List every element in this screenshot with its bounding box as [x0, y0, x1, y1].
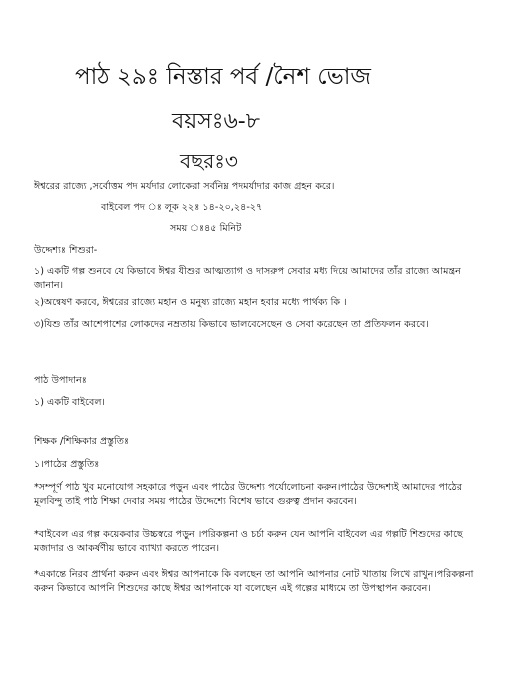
year-level: বছরঃ৩: [180, 149, 238, 173]
lesson-title: পাঠ ২৯ঃ নিস্তার পর্ব /নৈশ ভোজ: [75, 64, 371, 90]
lesson-summary: ঈশ্বরের রাজ্যে ,সর্বোত্তম পদ মর্যদার লোকেরা সর্বনিম্ন পদমর্যাদার কাজ গ্রহন করে।: [34, 181, 335, 192]
material-item: ১) একটি বাইবেল।: [34, 397, 105, 408]
objective-item: ১) একটি গল্প শুনবে যে কিভাবে ঈশ্বর যীশুর আত্মত্যাগ ও দাসরুপ সেবার মধ্য দিয়ে আমাদের তাঁর রাজ্যে আমন্ত্রন জানান।: [34, 266, 461, 291]
materials-heading: পাঠ উপাদানঃ: [34, 375, 87, 386]
lesson-duration: সময় ঃ৪৫ মিনিট: [170, 223, 242, 234]
bible-verse: বাইবেল পদ ঃ লূক ২২ঃ ১৪-২০,২৪-২৭: [101, 202, 263, 213]
preparation-item: *বাইবেল এর গল্প কয়েকবার উচ্চস্বরে পড়ুন ।পরিকল্পনা ও চর্চা করুন যেন আপনি বাইবেল এর গল্পটি শিশুদের কাছে মজাদার ও আকর্ষণীয় ভাবে ব্যাখ্যা করতে পারেন।: [34, 529, 463, 554]
preparation-heading: শিক্ষক /শিক্ষিকার প্রস্তুতিঃ: [34, 436, 130, 447]
objective-item: ২)অন্বেষণ করবে, ঈশ্বরের রাজ্যে মহান ও মনুষ্য রাজ্যে মহান হবার মধ্যে পার্থক্য কি ।: [34, 297, 347, 308]
preparation-item: *সম্পূর্ণ পাঠ খুব মনোযোগ সহকারে পড়ুন এবং পাঠের উদ্দেশ্য পর্যোলোচনা করুন।পাঠের উদ্দেশ্যই আমাদের পাঠের মূলবিন্দু তাই পাঠ শিক্ষা দেবার সময় পাঠের উদ্দেশ্যে বিশেষ ভাবে গুরুত্ব প্রদান করবেন।: [34, 482, 463, 507]
objectives-heading: উদ্দেশ্যঃ শিশুরা-: [34, 245, 98, 256]
preparation-subheading: ১।পাঠের প্রস্তুতিঃ: [34, 459, 100, 470]
age-range: বয়সঃ৬-৮: [172, 109, 260, 134]
preparation-item: *একান্তে নিরব প্রার্থনা করুন এবং ঈশ্বর আপনাকে কি বলছেন তা আপনি আপনার নোট খাতায় লিখে রাখুন।পরিকল্পনা করুন কিভাবে আপনি শিশুদের কাছে ঈশ্বর আপনাকে যা বলেছেন এই গল্পের মাধ্যমে তা উপস্থাপন করবেন।: [34, 569, 474, 594]
objective-item: ৩)যিশু তাঁর আশেপাশের লোকদের নম্রতায় কিভাবে ভালবেসেছেন ও সেবা করেছেন তা প্রতিফলন করবে।: [34, 319, 429, 330]
